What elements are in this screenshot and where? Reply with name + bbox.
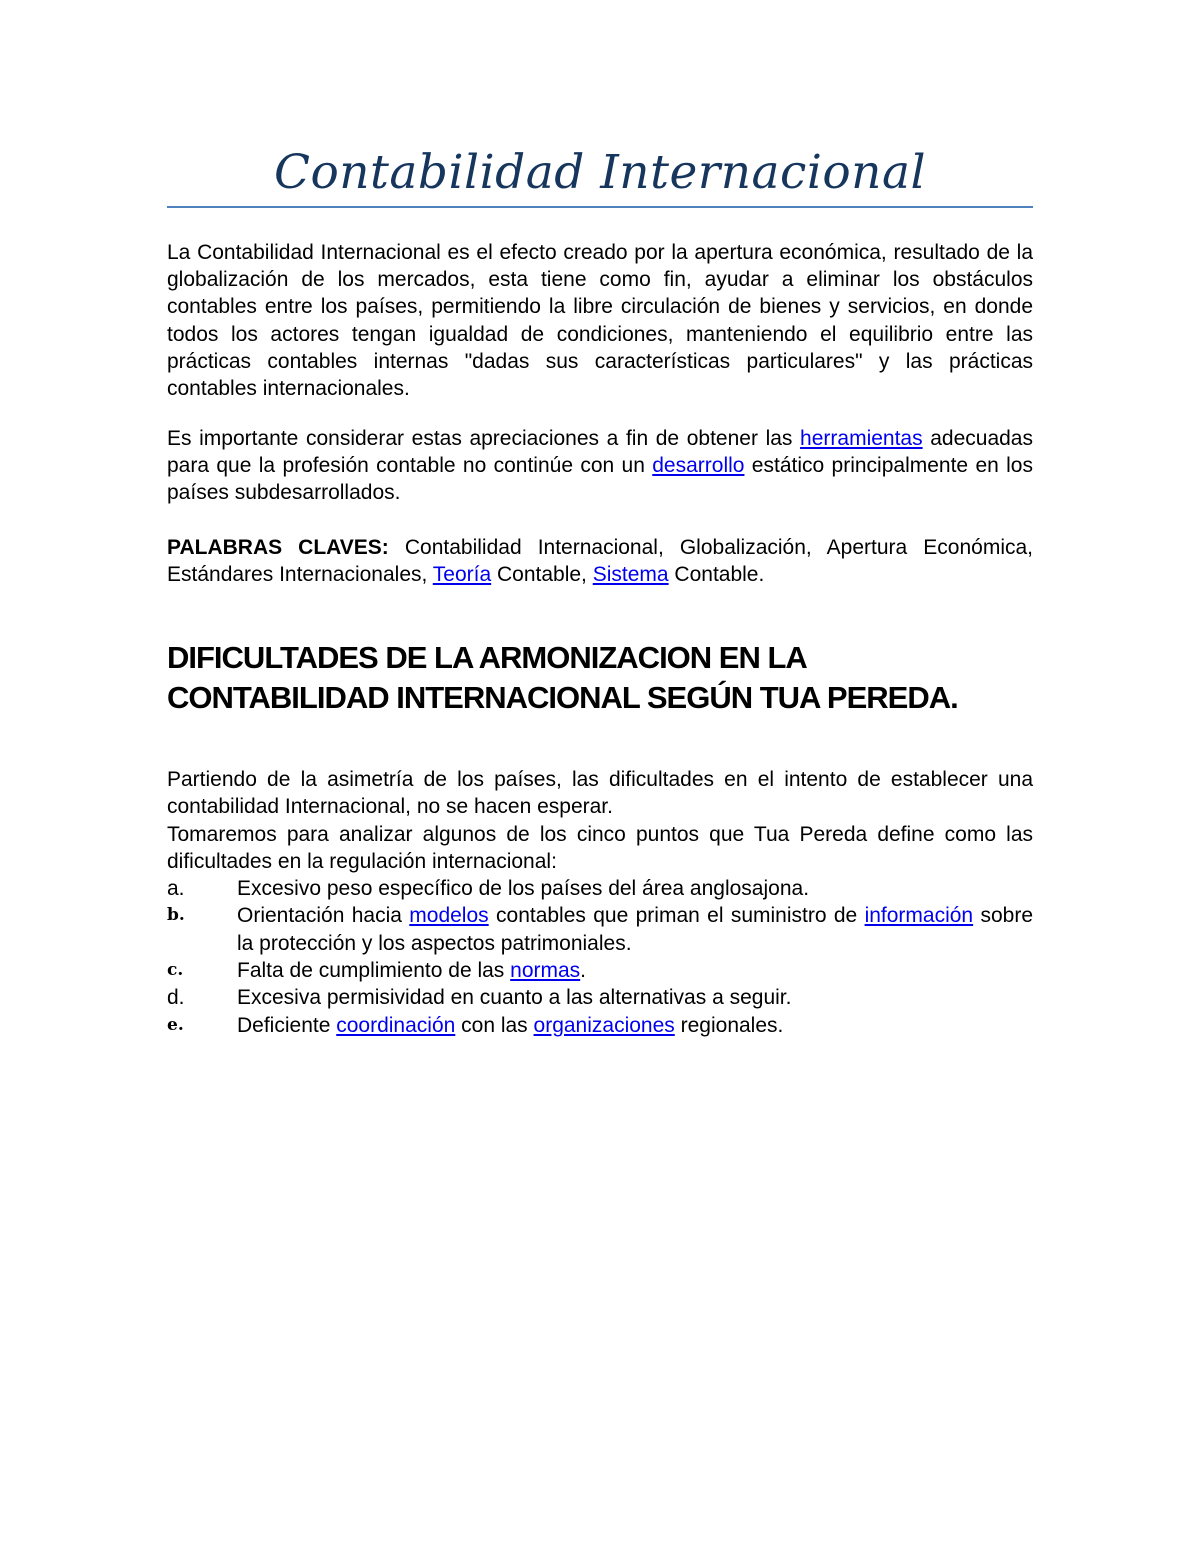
list-item-text: Excesiva permisividad en cuanto a las alternativas a seguir.: [237, 986, 792, 1010]
list-item: [167, 984, 1033, 1011]
document-title: Contabilidad Internacional: [273, 145, 927, 200]
link-coordinacion[interactable]: coordinación: [336, 1013, 456, 1037]
link-sistema[interactable]: Sistema: [592, 563, 669, 587]
link-modelos[interactable]: modelos: [409, 904, 489, 928]
keywords-text-b: Contable,: [491, 563, 593, 587]
intro-paragraph-2-text-c: estático principalmente en los países subdesarrollados.: [167, 454, 1033, 505]
link-teoria[interactable]: Teoría: [432, 563, 492, 587]
intro-paragraph-2-text-a: Es importante considerar estas apreciaciones a fin de obtener las: [167, 427, 801, 450]
list-item-text-b: contables que priman el suministro de: [488, 904, 865, 928]
list-item: [167, 957, 1033, 984]
keywords-text-a: Contabilidad Internacional, Globalización, Apertura Económica, Estándares Internacionales,: [167, 536, 1033, 587]
list-marker: c.: [167, 960, 184, 981]
link-normas[interactable]: normas: [510, 959, 581, 983]
list-item-text: Excesivo peso específico de los países del área anglosajona.: [237, 877, 810, 901]
list-item: [167, 875, 1033, 902]
keywords-text-c: Contable.: [668, 563, 765, 587]
list-item-text-c: sobre la protección y los aspectos patrimoniales.: [237, 904, 1033, 955]
list-item-text-b: .: [580, 959, 587, 983]
link-desarrollo[interactable]: desarrollo: [652, 454, 745, 478]
link-organizaciones[interactable]: organizaciones: [533, 1013, 675, 1037]
intro-paragraph-1: [167, 239, 1033, 402]
section-paragraph-1: Partiendo de la asimetría de los países, las dificultades en el intento de establecer una contabilidad Internacional, no se hacen esperar.: [167, 768, 1033, 819]
difficulties-list: [167, 875, 1033, 1039]
list-item: [167, 1012, 1033, 1039]
intro-paragraph-1-text: La Contabilidad Internacional es el efecto creado por la apertura económica, resultado de la globalización de los mercados, esta tiene como fin, ayudar a eliminar los obstáculos contables entre los países, permitiendo la libre circulación de bienes y servicios, en donde todos los actores tengan igualdad de condiciones, manteniendo el equilibrio entre las prácticas contables internas "dadas sus características particulares" y las prácticas contables internacionales.: [167, 241, 1033, 401]
title-underline-rule: [167, 206, 1033, 208]
keywords-paragraph: [167, 534, 1033, 588]
difficulties-section: [167, 766, 1033, 1039]
list-item-text-a: Falta de cumplimiento de las: [237, 959, 511, 983]
link-informacion[interactable]: información: [864, 904, 974, 928]
list-item-text-a: Orientación hacia: [237, 904, 410, 928]
list-item-text-c: regionales.: [674, 1013, 784, 1037]
list-marker: e.: [167, 1014, 184, 1035]
list-item: [167, 902, 1033, 957]
keywords-label: PALABRAS CLAVES:: [167, 536, 389, 559]
list-item-text-a: Deficiente: [237, 1013, 337, 1037]
intro-paragraph-2: [167, 425, 1033, 507]
list-marker: a.: [167, 877, 185, 901]
link-herramientas[interactable]: herramientas: [800, 427, 923, 450]
section-paragraph-2: Tomaremos para analizar algunos de los cinco puntos que Tua Pereda define como las dificultades en la regulación internacional:: [167, 822, 1033, 873]
intro-paragraph-2-text-b: adecuadas para que la profesión contable no continúe con un: [167, 427, 1033, 478]
list-marker: d.: [167, 986, 185, 1010]
list-marker: b.: [167, 905, 185, 926]
section-heading: DIFICULTADES DE LA ARMONIZACION EN LA CONTABILIDAD INTERNACIONAL SEGÚN TUA PEREDA.: [167, 640, 958, 715]
list-item-text-b: con las: [455, 1013, 534, 1037]
